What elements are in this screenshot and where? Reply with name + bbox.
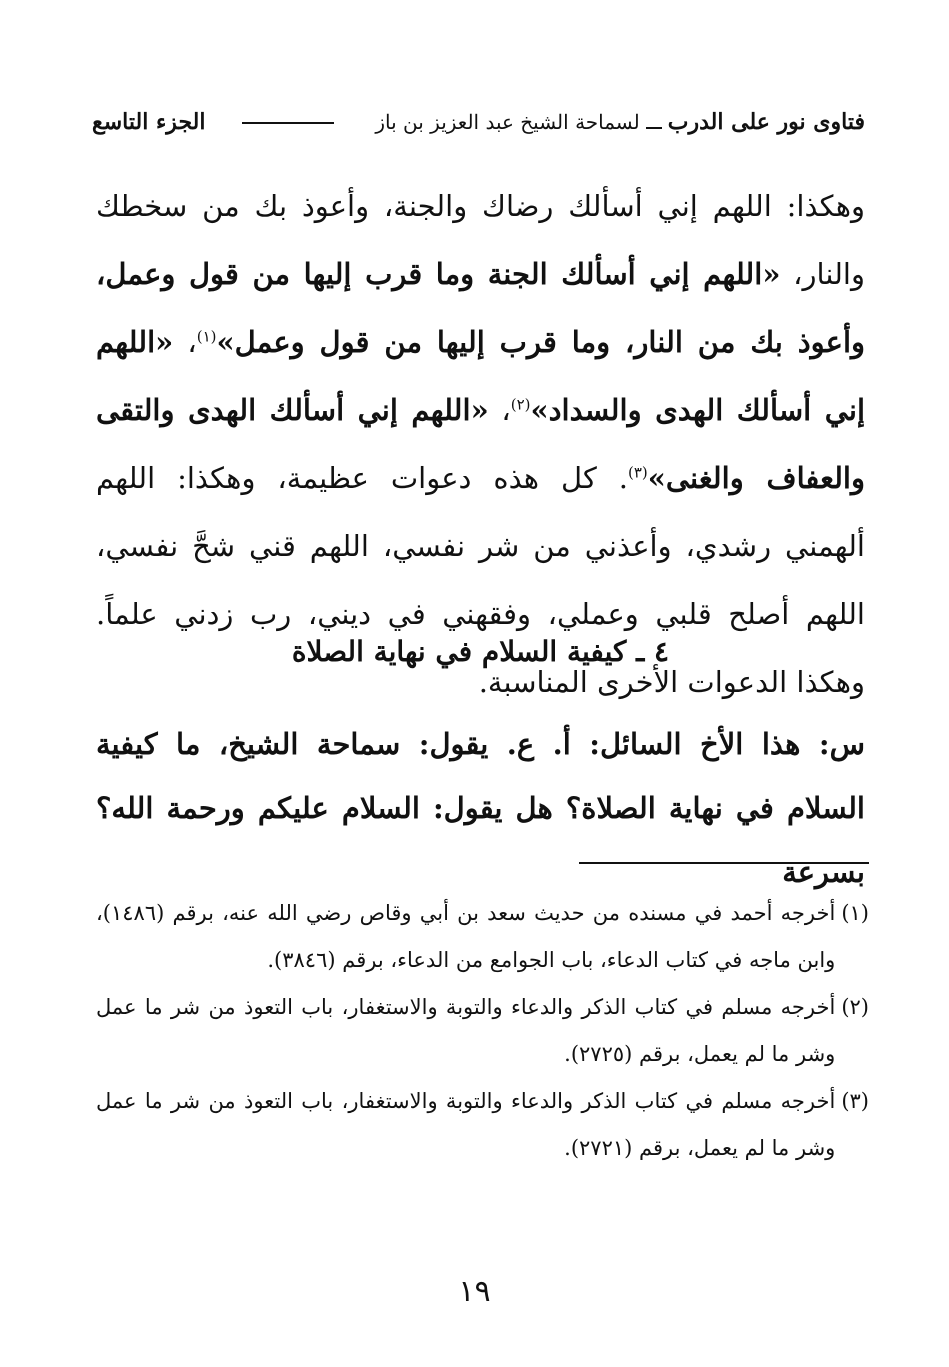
header-title-group xyxy=(375,109,865,135)
header-part: الجزء التاسع xyxy=(92,109,206,135)
separator-1: ، xyxy=(173,325,197,359)
footnote-text: أخرجه مسلم في كتاب الذكر والدعاء والتوبة والاستغفار، باب التعوذ من شر ما عمل وشر ما لم يعمل، برقم (٢٧٢١). xyxy=(96,1089,836,1160)
header-author: لسماحة الشيخ عبد العزيز بن باز xyxy=(375,110,640,134)
section-heading: ٤ ـ كيفية السلام في نهاية الصلاة xyxy=(291,635,670,668)
footnote-text: أخرجه مسلم في كتاب الذكر والدعاء والتوبة والاستغفار، باب التعوذ من شر ما عمل وشر ما لم يعمل، برقم (٢٧٢٥). xyxy=(96,995,836,1066)
footnote-separator xyxy=(579,862,869,864)
footnote-ref-1: (١) xyxy=(196,327,217,346)
hadith-quote-2: «اللهم إني أسألك الهدى والسداد» xyxy=(96,325,866,427)
question-paragraph: س: هذا الأخ السائل: أ. ع. يقول: سماحة الشيخ، ما كيفية السلام في نهاية الصلاة؟ هل يقول: السلام عليكم ورحمة الله؟ بسرعة xyxy=(96,727,865,889)
footnote-number: (٢) xyxy=(841,995,869,1019)
footnote-number: (٣) xyxy=(841,1089,869,1113)
footnote-1 xyxy=(96,890,869,984)
hadith-quote-1: «اللهم إني أسألك الجنة وما قرب إليها من قول وعمل، وأعوذ بك من النار، وما قرب إليها من قول وعمل» xyxy=(96,257,866,359)
footnotes xyxy=(96,890,869,1172)
footnote-2 xyxy=(96,984,869,1078)
footnote-number: (١) xyxy=(841,901,869,925)
running-header xyxy=(92,100,865,144)
header-rule xyxy=(242,122,334,124)
footnote-3 xyxy=(96,1078,869,1172)
book-title: فتاوى نور على الدرب xyxy=(667,109,865,135)
footnote-ref-3: (٣) xyxy=(627,463,648,482)
hadith-quote-3: «اللهم إني أسألك الهدى والتقى والعفاف والغنى» xyxy=(96,393,865,495)
footnote-text: أخرجه أحمد في مسنده من حديث سعد بن أبي وقاص رضي الله عنه، برقم (١٤٨٦)، وابن ماجه في كتاب الدعاء، باب الجوامع من الدعاء، برقم (٣٨٤٦). xyxy=(96,901,836,972)
separator-2: ، xyxy=(488,393,511,427)
footnote-ref-2: (٢) xyxy=(510,395,531,414)
body-sentence-2: . كل هذه دعوات عظيمة، وهكذا: اللهم ألهمني رشدي، وأعذني من شر نفسي، اللهم قني شحَّ نفسي، اللهم أصلح قلبي وعملي، وفقهني في ديني، رب زدني علماً. وهكذا الدعوات الأخرى المناسبة. xyxy=(96,461,865,699)
page-number: ١٩ xyxy=(458,1274,491,1309)
body-sentence-1: وهكذا: اللهم إني أسألك رضاك والجنة، وأعوذ بك من سخطك والنار، xyxy=(96,189,865,291)
header-dash xyxy=(646,127,662,129)
